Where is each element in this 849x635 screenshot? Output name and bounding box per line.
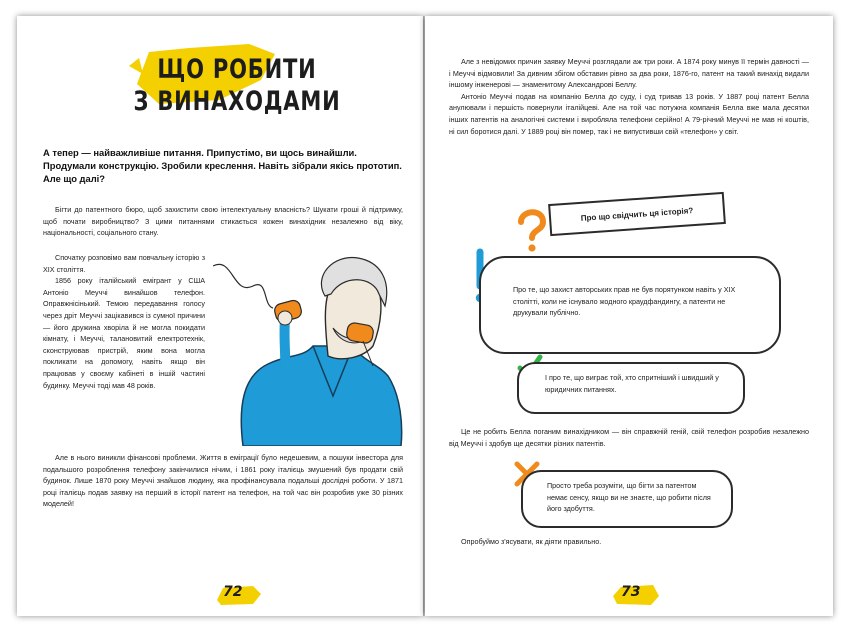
question-mark-icon: [515, 208, 549, 252]
answer-bubble-1: [479, 256, 781, 354]
answer-2-text: І про те, що виграє той, хто спритніший і швидший у юридичних питаннях.: [545, 373, 719, 394]
paragraph-2-3: [43, 252, 205, 391]
right-paragraph-1: Але з невідомих причин заявку Меуччі розглядали аж три роки. А 1874 року минув її термін давності — і Меуччі відмовили! За дивним збігом обставин рівно за два роки, 1876-го, патент на такий винахід видали іншому інженерові — знаменитому Александрові Беллу.: [449, 57, 809, 90]
paragraph-3: 1856 року італійський емігрант у США Антоніо Меуччі винайшов телефон. Оправжнісінький. Темою передавання голосу через дріт Меуччі зацікавився із сумної причини — його дружина хворіла й не могла покидати кімнату, і Меуччі, талановитий електротехнік, сконструював пристрій, яким вона могла покликати на допомогу, навіть якщо він працював у своєму кабінеті в іншій частині будинку. Меуччі тоді мав 48 років.: [43, 276, 205, 390]
left-page: [17, 16, 423, 616]
title-line-2: З ВИНАХОДАМИ: [133, 86, 341, 117]
right-paragraph-4: Опробуймо з'ясувати, як діяти правильно.: [461, 537, 602, 546]
answer-3-text: Просто треба розуміти, що бігти за патентом немає сенсу, якщо ви не знаєте, що робити після його здобуття.: [547, 481, 711, 514]
answer-1-text: Про те, що захист авторських прав не був порятунком навіть у XIX столітті, коли не існувало жодного краудфандингу, а патенти не друкували публічно.: [513, 285, 736, 318]
paragraph-2: Спочатку розповімо вам повчальну історію з XIX століття.: [43, 253, 205, 274]
right-page: [425, 16, 833, 616]
right-paragraph-2: Антоніо Меуччі подав на компанію Белла до суду, і суд тривав 13 років. У 1887 році патент Белла анулювали і першість повернули італійцеві. Але на той час потужна компанія Белла вже мала десятки інших патентів на аналогічні системи і виробляла телефони серійно! А 79-річний Меуччі не мав ні коштів, ні сил боротися далі. У 1889 році він помер, так і не випустивши свій «телефон» у світ.: [449, 91, 809, 136]
paragraph-1: Бігти до патентного бюро, щоб захистити свою інтелектуальну власність? Шукати гроші й підтримку, щоб почати виробництво? З цими питаннями стикається кожен винахідник незалежно від віку, національності, соціального стану.: [43, 205, 403, 238]
page-number-left: 72: [223, 584, 243, 600]
page-title: [120, 54, 354, 118]
lead-paragraph: А тепер — найважливіше питання. Припустімо, ви щось винайшли. Продумали конструкцію. Зробили креслення. Навіть зібрали якісь прототип. Але що далі?: [43, 147, 402, 184]
title-line-1: ЩО РОБИТИ: [157, 54, 317, 85]
answer-bubble-3: [521, 470, 733, 528]
question-box: Про що свідчить ця історія?: [548, 192, 726, 236]
paragraph-4: Але в нього виникли фінансові проблеми. Життя в еміграції було недешевим, а пошуки інвестора для подальшого розроблення телефону закінчилися нічим, і 1861 року італієць змушений був продати свій будинок. Лише 1870 року Меуччі знайшов людину, яка профінансувала подальші дослідні роботи. У 1871 році італієць подав заявку на перший в історії патент на телефон, на той час він розробив уже 30 різних моделей!: [43, 453, 403, 509]
right-paragraph-1-2: [449, 56, 809, 137]
page-number-right: 73: [621, 584, 641, 600]
right-paragraph-3: Це не робить Белла поганим винахідником — він справжній геній, свій телефон розробив незалежно від Меуччі і здобув ще десятки різних патентів.: [449, 427, 809, 448]
answer-bubble-2: [517, 362, 745, 414]
meucci-telephone-illustration: [213, 246, 413, 446]
